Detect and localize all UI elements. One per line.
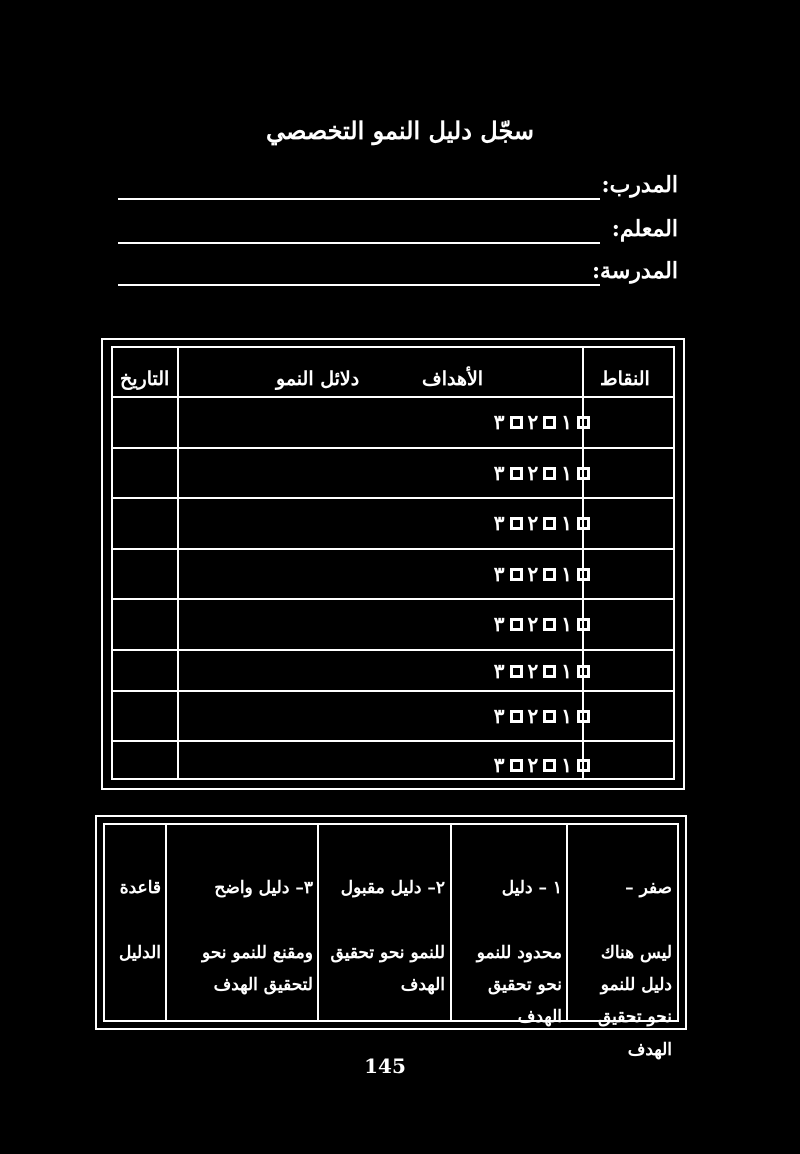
rating-row [440,609,590,639]
checkbox[interactable] [510,416,523,429]
scale-title: ٣– دليل واضح [214,878,313,899]
checkbox[interactable] [510,517,523,530]
scale-divider [317,823,319,1022]
rating-digit: ٣ [493,612,505,636]
rating-digit: ١ [561,461,572,485]
rating-row [440,508,590,538]
rating-digit: ٣ [493,461,505,485]
scale-item-3 [171,840,313,1034]
checkbox[interactable] [577,665,590,678]
rating-digit: ١ [561,511,572,535]
school-label: المدرسة: [591,258,678,284]
scale-item-4 [107,840,161,1001]
checkbox[interactable] [577,710,590,723]
rating-digit: ٢ [527,612,539,636]
header-goals: الأهداف [422,368,484,390]
row-divider [111,649,675,651]
row-divider [111,740,675,742]
checkbox[interactable] [577,759,590,772]
checkbox[interactable] [543,710,556,723]
rating-digit: ٣ [493,753,505,777]
teacher-label: المعلم: [611,216,678,242]
rating-digit: ٢ [527,659,539,683]
log-table [111,346,675,780]
trainer-line[interactable] [118,198,600,200]
rating-digit: ٢ [527,461,539,485]
page-number: 145 [364,1054,406,1078]
checkbox[interactable] [577,467,590,480]
rating-row [440,750,590,780]
rating-digit: ٣ [493,704,505,728]
scale-text: الدليل [118,942,161,963]
scale-item-2 [323,840,445,1034]
rating-digit: ١ [561,753,572,777]
row-divider [111,497,675,499]
scale-item-0 [572,840,672,1098]
trainer-label: المدرب: [601,172,678,198]
scale-text: ومقنع للنمو نحو لتحقيق الهدف [202,942,313,996]
rating-digit: ٢ [527,511,539,535]
rating-digit: ٣ [493,511,505,535]
scale-divider [165,823,167,1022]
checkbox[interactable] [510,568,523,581]
rating-digit: ١ [561,562,572,586]
scale-text: ليس هناك دليل للنمو نحو تحقيق الهدف [597,942,672,1060]
header-evidence: دلائل النمو [276,368,360,390]
scale-text: محدود للنمو نحو تحقيق الهدف [476,942,562,1028]
rating-digit: ١ [561,704,572,728]
checkbox[interactable] [543,759,556,772]
checkbox[interactable] [577,416,590,429]
rating-row [440,458,590,488]
rating-digit: ٣ [493,410,505,434]
rating-digit: ٣ [493,562,505,586]
checkbox[interactable] [510,710,523,723]
scale-divider [566,823,568,1022]
checkbox[interactable] [577,618,590,631]
header-date: التاريخ [120,368,170,390]
scale-title: ٢– دليل مقبول [340,878,445,899]
col-divider-date [177,346,179,780]
rating-digit: ٣ [493,659,505,683]
scale-text: للنمو نحو تحقيق الهدف [330,942,445,996]
rating-row [440,656,590,686]
rating-digit: ١ [561,410,572,434]
checkbox[interactable] [543,467,556,480]
scale-title: قاعدة [119,878,161,899]
row-divider [111,396,675,398]
header-points: النقاط [600,368,650,390]
checkbox[interactable] [543,665,556,678]
scale-divider [450,823,452,1022]
rating-digit: ١ [561,659,572,683]
page-title: سجّل دليل النمو التخصصي [265,116,535,145]
checkbox[interactable] [510,467,523,480]
rating-digit: ٢ [527,704,539,728]
trainer-field[interactable] [118,172,678,202]
checkbox[interactable] [510,759,523,772]
rating-row [440,559,590,589]
checkbox[interactable] [577,517,590,530]
checkbox[interactable] [577,568,590,581]
row-divider [111,447,675,449]
rating-digit: ٢ [527,410,539,434]
rating-row [440,407,590,437]
checkbox[interactable] [543,568,556,581]
rating-digit: ٢ [527,753,539,777]
school-field[interactable] [118,258,678,288]
rating-digit: ١ [561,612,572,636]
checkbox[interactable] [543,517,556,530]
scale-title: ١ – دليل [501,878,562,899]
rating-row [440,701,590,731]
scale-title: صفر – [625,878,672,899]
row-divider [111,598,675,600]
teacher-line[interactable] [118,242,600,244]
scale-item-1 [456,840,562,1066]
checkbox[interactable] [543,618,556,631]
checkbox[interactable] [510,618,523,631]
checkbox[interactable] [510,665,523,678]
teacher-field[interactable] [118,216,678,246]
row-divider [111,548,675,550]
rating-digit: ٢ [527,562,539,586]
school-line[interactable] [118,284,600,286]
row-divider [111,690,675,692]
checkbox[interactable] [543,416,556,429]
